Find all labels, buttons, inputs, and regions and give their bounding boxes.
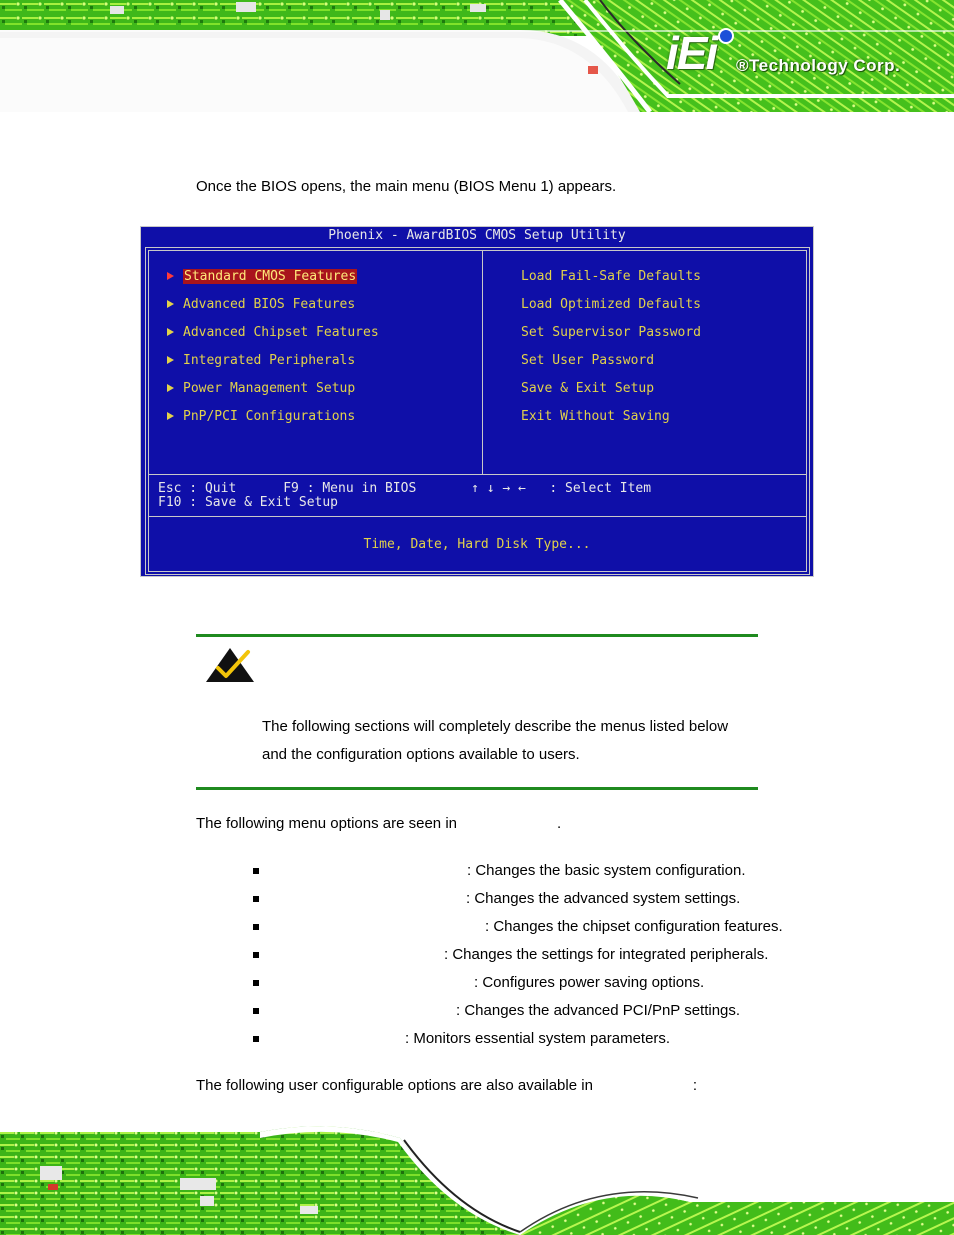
triangle-right-icon <box>167 300 174 308</box>
triangle-right-icon <box>167 272 174 280</box>
triangle-right-icon <box>167 384 174 392</box>
user-options-end: : <box>692 1077 698 1094</box>
menu-intro-end: . <box>557 815 562 832</box>
page-footer <box>0 1118 954 1235</box>
bios-menu-standard-cmos[interactable]: Standard CMOS Features <box>167 269 357 285</box>
bullet-square-icon <box>253 868 259 874</box>
bios-menu-advanced-chipset[interactable]: Advanced Chipset Features <box>167 325 379 341</box>
note-text-line2: and the configuration options available to users. <box>262 746 580 763</box>
menu-divider <box>482 250 483 475</box>
bios-menu-load-failsafe[interactable]: Load Fail-Safe Defaults <box>521 269 702 284</box>
frame-line <box>806 250 807 571</box>
bullet-square-icon <box>253 980 259 986</box>
user-options-text: The following user configurable options are also available in <box>196 1077 593 1094</box>
bios-menu-exit-without-saving[interactable]: Exit Without Saving <box>521 409 670 424</box>
user-options-paragraph <box>196 1077 697 1095</box>
bios-menu-set-user-password[interactable]: Set User Password <box>521 353 655 368</box>
frame-line <box>148 571 807 572</box>
list-item-description: : Changes the advanced system settings. <box>466 890 741 907</box>
frame-line <box>809 247 810 574</box>
bios-menu-set-supervisor-password[interactable]: Set Supervisor Password <box>521 325 702 340</box>
menu-intro-text: The following menu options are seen in <box>196 815 457 832</box>
frame-line <box>148 516 807 517</box>
logo-dot-icon <box>718 28 734 44</box>
company-logo <box>666 28 916 78</box>
note-text-line1: The following sections will completely describe the menus listed below <box>262 718 729 735</box>
page-header <box>0 0 954 112</box>
bullet-square-icon <box>253 952 259 958</box>
logo-mark: iEi <box>666 27 717 79</box>
frame-line <box>145 247 146 574</box>
bios-menu-advanced-bios[interactable]: Advanced BIOS Features <box>167 297 355 313</box>
frame-line <box>145 247 809 248</box>
list-item-description: : Changes the settings for integrated peripherals. <box>444 946 769 963</box>
triangle-right-icon <box>167 356 174 364</box>
list-item-description: : Changes the chipset configuration features. <box>485 918 783 935</box>
bullet-square-icon <box>253 924 259 930</box>
note-checkmark-icon <box>204 646 256 684</box>
circuit-board-footer-graphic <box>0 1118 954 1235</box>
list-item-description: : Monitors essential system parameters. <box>405 1030 671 1047</box>
frame-line <box>148 474 807 475</box>
bios-title: Phoenix - AwardBIOS CMOS Setup Utility <box>328 228 626 243</box>
triangle-right-icon <box>167 328 174 336</box>
intro-paragraph: Once the BIOS opens, the main menu (BIOS Menu 1) appears. <box>196 178 617 195</box>
bullet-square-icon <box>253 896 259 902</box>
frame-line <box>148 250 806 251</box>
frame-line <box>148 250 149 571</box>
list-item-description: : Configures power saving options. <box>474 974 705 991</box>
menu-intro-paragraph <box>196 815 561 833</box>
triangle-right-icon <box>167 412 174 420</box>
bios-menu-load-optimized[interactable]: Load Optimized Defaults <box>521 297 702 312</box>
list-item-description: : Changes the basic system configuration. <box>467 862 746 879</box>
bios-menu-save-exit[interactable]: Save & Exit Setup <box>521 381 655 396</box>
bios-menu-integrated-peripherals[interactable]: Integrated Peripherals <box>167 353 355 369</box>
bios-main-menu-screenshot <box>140 226 814 577</box>
logo-text: ®Technology Corp. <box>736 56 901 75</box>
bios-menu-pnp-pci[interactable]: PnP/PCI Configurations <box>167 409 355 425</box>
bullet-square-icon <box>253 1036 259 1042</box>
list-item-description: : Changes the advanced PCI/PnP settings. <box>456 1002 741 1019</box>
bios-help-text: Time, Date, Hard Disk Type... <box>363 537 591 552</box>
bullet-square-icon <box>253 1008 259 1014</box>
bios-key-legend-line1: Esc : Quit F9 : Menu in BIOS ↑ ↓ → ← : Select Item <box>158 481 652 496</box>
bios-key-legend-line2: F10 : Save & Exit Setup <box>158 495 339 510</box>
note-bottom-rule <box>196 787 758 790</box>
frame-line <box>145 574 810 575</box>
note-top-rule <box>196 634 758 637</box>
bios-menu-power-management[interactable]: Power Management Setup <box>167 381 355 397</box>
